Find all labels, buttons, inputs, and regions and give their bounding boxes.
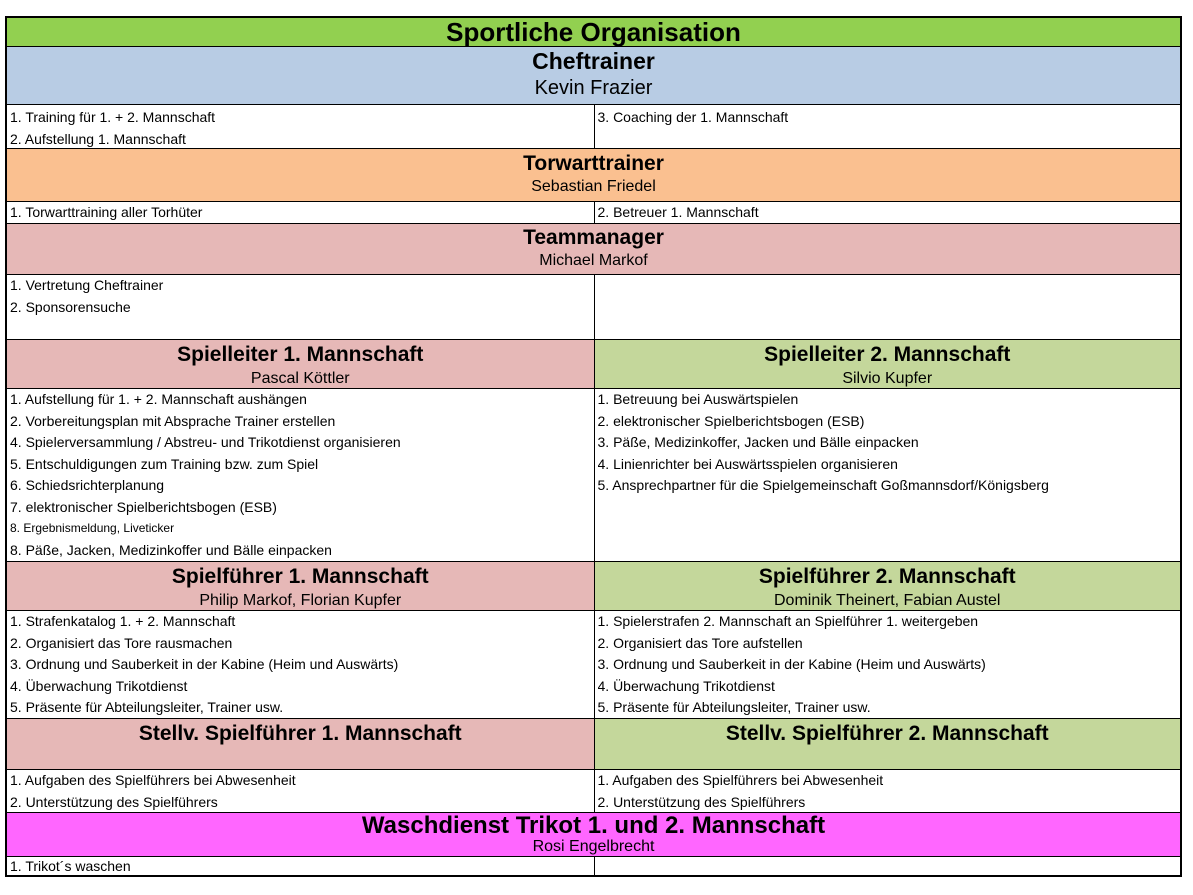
cheftrainer-tasks-left <box>7 105 594 150</box>
waschdienst-tasks-left <box>7 857 594 875</box>
task-item: 5. Entschuldigungen zum Training bzw. zum Spiel <box>10 455 319 472</box>
task-item: 3. Coaching der 1. Mannschaft <box>597 109 789 125</box>
cheftrainer-header <box>7 47 1180 105</box>
spielleiter1-tasks <box>7 389 594 561</box>
stellv-tasks <box>7 770 1180 813</box>
spielleiter-tasks <box>7 389 1180 562</box>
task-item: 3. Päße, Medizinkoffer, Jacken und Bälle einpacken <box>597 434 919 450</box>
cheftrainer-role: Cheftrainer <box>532 48 655 74</box>
spielleiter1-name: Pascal Köttler <box>250 370 350 387</box>
spielleiter-headers <box>7 340 1180 389</box>
torwarttrainer-role: Torwarttrainer <box>523 152 664 175</box>
task-item: 2. Vorbereitungsplan mit Absprache Trainer erstellen <box>10 412 336 429</box>
cheftrainer-tasks-right <box>595 105 1181 129</box>
torwarttrainer-name: Sebastian Friedel <box>531 178 656 195</box>
spielfuehrer-tasks <box>7 611 1180 719</box>
task-item: 3. Ordnung und Sauberkeit in der Kabine (Heim und Auswärts) <box>10 656 399 672</box>
task-item: 4. Überwachung Trikotdienst <box>597 677 775 694</box>
stellv2-role: Stellv. Spielführer 2. Mannschaft <box>725 722 1049 745</box>
spielfuehrer1-tasks <box>7 611 594 719</box>
stellv1-header <box>7 719 594 769</box>
spielleiter1-header <box>7 340 594 388</box>
task-item: 1. Vertretung Cheftrainer <box>10 277 164 293</box>
task-item: 8. Ergebnismeldung, Liveticker <box>10 521 175 535</box>
spielleiter2-name: Silvio Kupfer <box>842 370 933 387</box>
stellv-headers <box>7 719 1180 770</box>
waschdienst-tasks-right <box>594 857 1181 875</box>
task-item: 2. Betreuer 1. Mannschaft <box>597 204 759 220</box>
task-item: 1. Spielerstrafen 2. Mannschaft an Spielführer 1. weitergeben <box>597 613 979 629</box>
spielleiter2-tasks <box>595 389 1181 497</box>
teammanager-name: Michael Markof <box>539 252 648 269</box>
teammanager-role: Teammanager <box>523 226 664 249</box>
task-item: 2. Unterstützung des Spielführers <box>10 793 218 810</box>
title-banner <box>7 18 1180 47</box>
teammanager-tasks <box>7 275 1180 340</box>
spielleiter1-role: Spielleiter 1. Mannschaft <box>177 343 424 366</box>
task-item: 1. Training für 1. + 2. Mannschaft <box>10 109 216 125</box>
spielleiter2-header <box>594 340 1181 388</box>
teammanager-tasks-right <box>594 275 1181 339</box>
waschdienst-tasks <box>7 857 1180 875</box>
spielfuehrer1-name: Philip Markof, Florian Kupfer <box>199 592 402 609</box>
torwarttrainer-tasks <box>7 202 1180 224</box>
spielfuehrer2-header <box>594 562 1181 610</box>
spielfuehrer2-name: Dominik Theinert, Fabian Austel <box>774 592 1001 609</box>
organisation-sheet <box>5 16 1182 877</box>
task-item: 3. Ordnung und Sauberkeit in der Kabine (Heim und Auswärts) <box>597 656 986 672</box>
task-item: 1. Torwarttraining aller Torhüter <box>10 204 203 220</box>
task-item: 2. Organisiert das Tore aufstellen <box>597 634 803 651</box>
task-item: 2. Aufstellung 1. Mannschaft <box>10 130 186 147</box>
task-item: 5. Präsente für Abteilungsleiter, Trainer usw. <box>10 699 284 715</box>
task-item: 1. Betreuung bei Auswärtspielen <box>597 391 799 407</box>
task-item: 4. Spielerversammlung / Abstreu- und Trikotdienst organisieren <box>10 434 401 450</box>
task-item: 1. Aufgaben des Spielführers bei Abwesenheit <box>10 772 296 788</box>
task-item: 4. Linienrichter bei Auswärtsspielen organisieren <box>597 455 898 472</box>
task-item: 6. Schiedsrichterplanung <box>10 477 165 493</box>
waschdienst-role: Waschdienst Trikot 1. und 2. Mannschaft <box>361 812 826 839</box>
page-title: Sportliche Organisation <box>446 17 741 47</box>
task-item: 1. Aufgaben des Spielführers bei Abwesenheit <box>597 772 884 788</box>
spielfuehrer-headers <box>7 562 1180 611</box>
task-item: 7. elektronischer Spielberichtsbogen (ESB) <box>10 498 277 515</box>
task-item: 2. Sponsorensuche <box>10 298 131 315</box>
spielfuehrer1-header <box>7 562 594 610</box>
task-item: 1. Aufstellung für 1. + 2. Mannschaft aushängen <box>10 391 307 407</box>
spielfuehrer2-tasks <box>595 611 1181 719</box>
task-item: 1. Strafenkatalog 1. + 2. Mannschaft <box>10 613 236 629</box>
task-item: 5. Ansprechpartner für die Spielgemeinschaft Goßmannsdorf/Königsberg <box>597 477 1049 493</box>
teammanager-header <box>7 224 1180 275</box>
torwarttrainer-tasks-right <box>595 202 1181 224</box>
task-item: 2. Organisiert das Tore rausmachen <box>10 634 233 651</box>
task-item: 2. elektronischer Spielberichtsbogen (ESB) <box>597 412 865 429</box>
torwarttrainer-tasks-left <box>7 202 594 224</box>
stellv2-tasks <box>595 770 1181 813</box>
spielfuehrer2-role: Spielführer 2. Mannschaft <box>758 565 1016 588</box>
waschdienst-header <box>7 813 1180 857</box>
spielfuehrer1-role: Spielführer 1. Mannschaft <box>171 565 429 588</box>
task-item: 4. Überwachung Trikotdienst <box>10 677 188 694</box>
stellv1-tasks <box>7 770 594 813</box>
task-item: 8. Päße, Jacken, Medizinkoffer und Bälle einpacken <box>10 541 332 558</box>
stellv1-role: Stellv. Spielführer 1. Mannschaft <box>138 722 462 745</box>
task-item: 2. Unterstützung des Spielführers <box>597 793 806 810</box>
cheftrainer-name: Kevin Frazier <box>534 77 653 99</box>
task-item: 5. Präsente für Abteilungsleiter, Trainer usw. <box>597 699 871 715</box>
task-item: 1. Trikot´s waschen <box>10 858 131 874</box>
spielleiter2-role: Spielleiter 2. Mannschaft <box>764 343 1011 366</box>
teammanager-tasks-left <box>7 275 594 318</box>
stellv2-header <box>594 719 1181 769</box>
torwarttrainer-header <box>7 149 1180 202</box>
cheftrainer-tasks <box>7 105 1180 149</box>
waschdienst-name: Rosi Engelbrecht <box>532 838 655 855</box>
